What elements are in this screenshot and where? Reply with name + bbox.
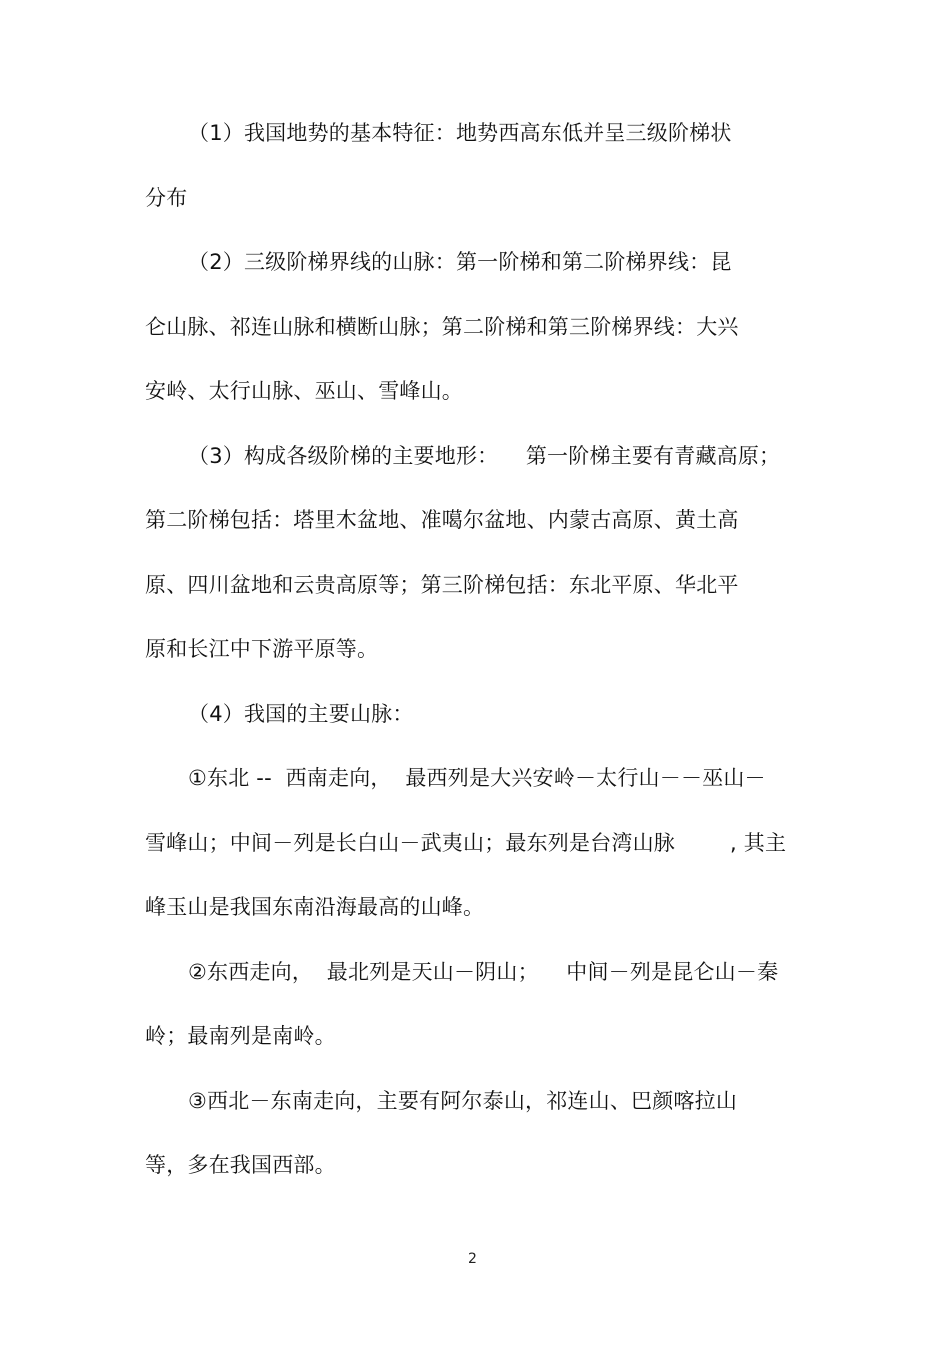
paragraph-2-line-3: 安岭、太行山脉、巫山、雪峰山。 xyxy=(145,379,463,403)
paragraph-1-line-2: 分布 xyxy=(145,186,188,210)
paragraph-3-line-3: 原、四川盆地和云贵高原等；第三阶梯包括：东北平原、华北平 xyxy=(145,573,739,597)
range-group-1-line-1: ①东北 -- 西南走向， 最西列是大兴安岭－太行山－－巫山－ xyxy=(188,766,766,790)
paragraph-3-line-4: 原和长江中下游平原等。 xyxy=(145,637,379,661)
range-group-3-line-1: ③西北－东南走向，主要有阿尔泰山，祁连山、巴颜喀拉山 xyxy=(188,1089,738,1113)
range-group-1-line-3: 峰玉山是我国东南沿海最高的山峰。 xyxy=(145,895,485,919)
range-group-2-line-2: 岭；最南列是南岭。 xyxy=(145,1024,336,1048)
range-group-3-line-2: 等，多在我国西部。 xyxy=(145,1153,336,1177)
paragraph-3-line-2: 第二阶梯包括：塔里木盆地、准噶尔盆地、内蒙古高原、黄土高 xyxy=(145,508,739,532)
paragraph-4-heading: （4）我国的主要山脉： xyxy=(188,702,414,726)
paragraph-2-line-2: 仑山脉、祁连山脉和横断山脉；第二阶梯和第三阶梯界线：大兴 xyxy=(145,315,739,339)
paragraph-3-line-1: （3）构成各级阶梯的主要地形： 第一阶梯主要有青藏高原； xyxy=(188,444,781,468)
paragraph-2-line-1: （2）三级阶梯界线的山脉：第一阶梯和第二阶梯界线：昆 xyxy=(188,250,732,274)
page-number: 2 xyxy=(468,1251,477,1267)
paragraph-1-line-1: （1）我国地势的基本特征：地势西高东低并呈三级阶梯状 xyxy=(188,121,732,145)
range-group-1-line-2: 雪峰山；中间－列是长白山－武夷山；最东列是台湾山脉 , 其主 xyxy=(145,831,787,855)
range-group-2-line-1: ②东西走向， 最北列是天山－阴山； 中间－列是昆仑山－秦 xyxy=(188,960,779,984)
